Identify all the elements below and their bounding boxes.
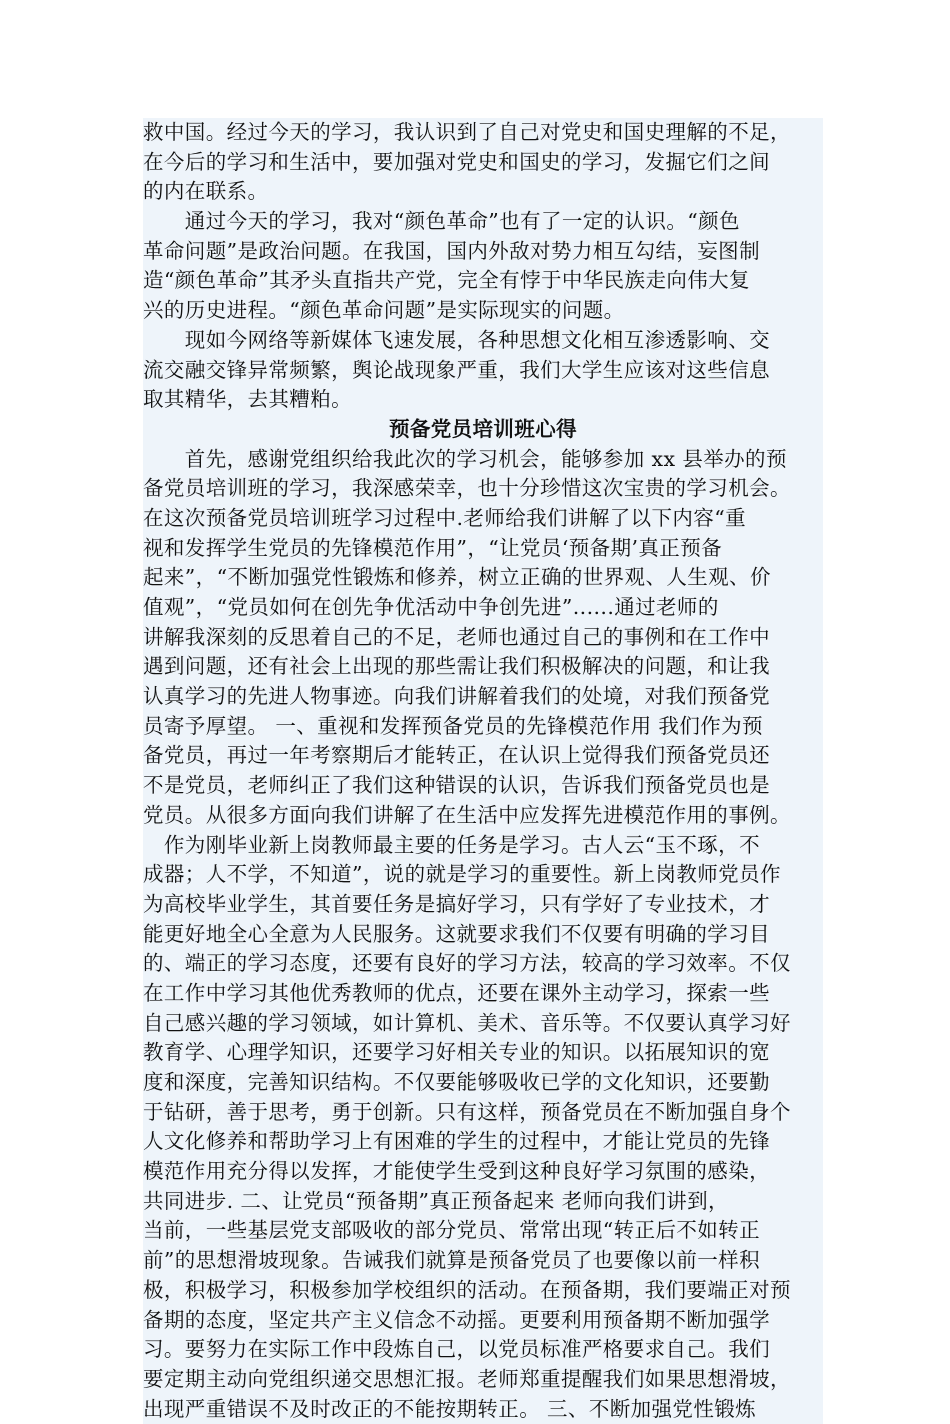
- text-line: 革命问题”是政治问题。在我国，国内外敌对势力相互勾结，妄图制: [143, 237, 823, 267]
- text-line: 备党员，再过一年考察期后才能转正，在认识上觉得我们预备党员还: [143, 741, 823, 771]
- text-line: 党员。从很多方面向我们讲解了在生活中应发挥先进模范作用的事例。: [143, 801, 823, 831]
- text-line: 习。要努力在实际工作中段炼自己，以党员标准严格要求自己。我们: [143, 1335, 823, 1365]
- text-line: 员寄予厚望。 一、重视和发挥预备党员的先锋模范作用 我们作为预: [143, 712, 823, 742]
- text-line: 在工作中学习其他优秀教师的优点，还要在课外主动学习，探索一些: [143, 979, 823, 1009]
- text-line: 不是党员，老师纠正了我们这种错误的认识，告诉我们预备党员也是: [143, 771, 823, 801]
- text-line: 首先，感谢党组织给我此次的学习机会，能够参加 xx 县举办的预: [143, 445, 823, 475]
- text-line: 能更好地全心全意为人民服务。这就要求我们不仅要有明确的学习目: [143, 920, 823, 950]
- text-line: 要定期主动向党组织递交思想汇报。老师郑重提醒我们如果思想滑坡，: [143, 1365, 823, 1395]
- text-line: 通过今天的学习，我对“颜色革命”也有了一定的认识。“颜色: [143, 207, 823, 237]
- text-line: 的、端正的学习态度，还要有良好的学习方法，较高的学习效率。不仅: [143, 949, 823, 979]
- text-line: 备党员培训班的学习，我深感荣幸，也十分珍惜这次宝贵的学习机会。: [143, 474, 823, 504]
- text-line: 为高校毕业学生，其首要任务是搞好学习，只有学好了专业技术，才: [143, 890, 823, 920]
- text-line: 备期的态度，坚定共产主义信念不动摇。更要利用预备期不断加强学: [143, 1306, 823, 1336]
- text-line: 共同进步. 二、让党员“预备期”真正预备起来 老师向我们讲到，: [143, 1187, 823, 1217]
- text-line: 自己感兴趣的学习领域，如计算机、美术、音乐等。不仅要认真学习好: [143, 1009, 823, 1039]
- text-line: 前”的思想滑坡现象。告诫我们就算是预备党员了也要像以前一样积: [143, 1246, 823, 1276]
- text-line: 在今后的学习和生活中，要加强对党史和国史的学习，发掘它们之间: [143, 148, 823, 178]
- text-line: 取其精华，去其糟粕。: [143, 385, 823, 415]
- text-line: 值观”，“党员如何在创先争优活动中争创先进”......通过老师的: [143, 593, 823, 623]
- text-line: 兴的历史进程。“颜色革命问题”是实际现实的问题。: [143, 296, 823, 326]
- text-line: 出现严重错误不及时改正的不能按期转正。 三、不断加强党性锻炼: [143, 1395, 823, 1424]
- text-line: 造“颜色革命”其矛头直指共产党，完全有悖于中华民族走向伟大复: [143, 266, 823, 296]
- text-line: 救中国。经过今天的学习，我认识到了自己对党史和国史理解的不足，: [143, 118, 823, 148]
- text-line: 人文化修养和帮助学习上有困难的学生的过程中，才能让党员的先锋: [143, 1127, 823, 1157]
- text-line: 极，积极学习，积极参加学校组织的活动。在预备期，我们要端正对预: [143, 1276, 823, 1306]
- text-line: 的内在联系。: [143, 177, 823, 207]
- text-line: 讲解我深刻的反思着自己的不足，老师也通过自己的事例和在工作中: [143, 623, 823, 653]
- text-line: 当前，一些基层党支部吸收的部分党员、常常出现“转正后不如转正: [143, 1216, 823, 1246]
- text-line: 现如今网络等新媒体飞速发展，各种思想文化相互渗透影响、交: [143, 326, 823, 356]
- text-line: 起来”，“不断加强党性锻炼和修养，树立正确的世界观、人生观、价: [143, 563, 823, 593]
- text-line: 教育学、心理学知识，还要学习好相关专业的知识。以拓展知识的宽: [143, 1038, 823, 1068]
- section-title: 预备党员培训班心得: [143, 415, 823, 445]
- text-line: 度和深度，完善知识结构。不仅要能够吸收已学的文化知识，还要勤: [143, 1068, 823, 1098]
- text-line: 于钻研，善于思考，勇于创新。只有这样，预备党员在不断加强自身个: [143, 1098, 823, 1128]
- text-line: 流交融交锋异常频繁，舆论战现象严重，我们大学生应该对这些信息: [143, 356, 823, 386]
- text-line: 成器；人不学，不知道”，说的就是学习的重要性。新上岗教师党员作: [143, 860, 823, 890]
- text-line: 作为刚毕业新上岗教师最主要的任务是学习。古人云“玉不琢，不: [143, 831, 823, 861]
- text-line: 模范作用充分得以发挥，才能使学生受到这种良好学习氛围的感染，: [143, 1157, 823, 1187]
- text-line: 认真学习的先进人物事迹。向我们讲解着我们的处境，对我们预备党: [143, 682, 823, 712]
- document-page: [143, 118, 823, 1424]
- text-line: 遇到问题，还有社会上出现的那些需让我们积极解决的问题，和让我: [143, 652, 823, 682]
- text-line: 视和发挥学生党员的先锋模范作用”，“让党员‘预备期’真正预备: [143, 534, 823, 564]
- text-line: 在这次预备党员培训班学习过程中.老师给我们讲解了以下内容“重: [143, 504, 823, 534]
